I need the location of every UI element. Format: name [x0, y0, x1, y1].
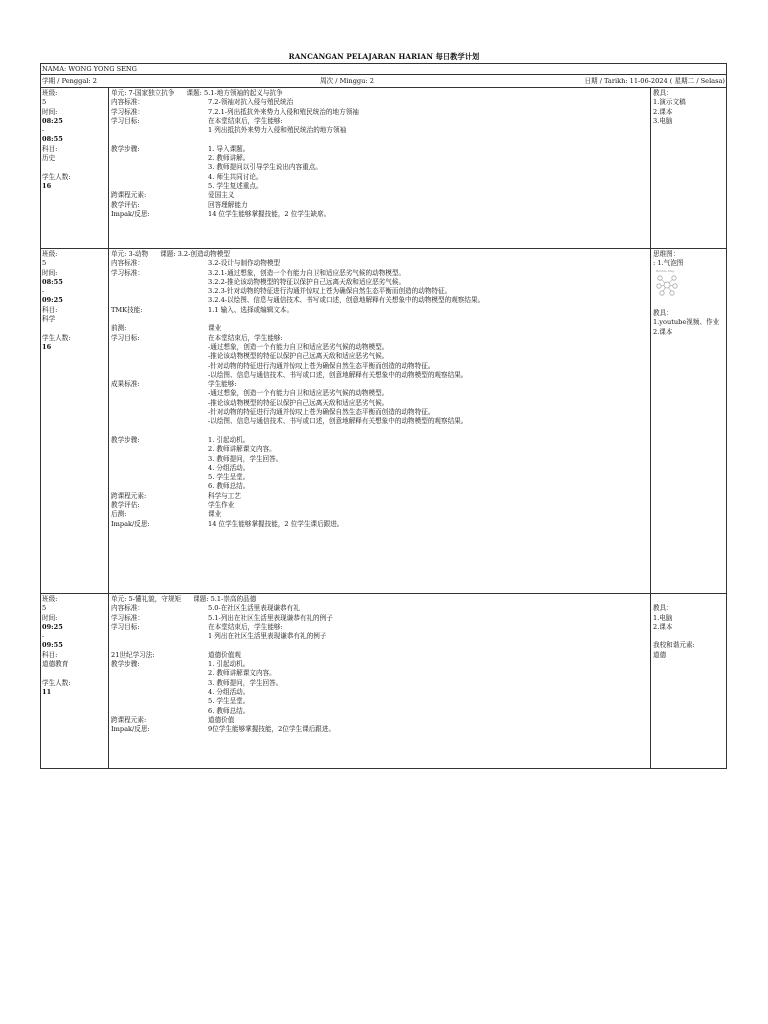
row-value: 4. 分组活动。 — [208, 463, 250, 472]
content-row — [110, 389, 649, 398]
resource-line: 1.youtube视频、作业 — [653, 318, 720, 327]
content-row — [110, 510, 649, 519]
resource-line: 思维图： — [653, 250, 680, 258]
row-value: 3.2.2-推论该动物模型的特征以保护自己远离天敌和适应恶劣气候。 — [208, 277, 406, 286]
row-value: 3.2.1-通过想象，创造一个有能力自卫和适应恶劣气候的动物模型。 — [208, 268, 406, 277]
row-label: Impak/反思: — [111, 209, 150, 218]
content-row — [110, 427, 649, 436]
content-row — [110, 651, 649, 660]
time-dash: - — [42, 287, 45, 296]
row-value: 2. 教师讲解课文内容。 — [208, 445, 276, 454]
class-value: 5 — [42, 604, 47, 613]
content-row — [110, 352, 649, 361]
row-value: 6. 教师总结。 — [208, 482, 250, 491]
content-row — [110, 371, 649, 380]
row-value: 学生能够: — [208, 380, 237, 389]
lessons-container — [41, 88, 726, 768]
teacher-name-row — [41, 64, 726, 75]
row-value: 1. 引起动机。 — [208, 660, 250, 669]
topic-title: 课题: 3.2-创造动物模型 — [160, 250, 230, 258]
student-count-label: 学生人数: — [42, 333, 71, 342]
content-row — [110, 679, 649, 688]
row-value: 课业 — [208, 324, 222, 333]
content-row — [110, 669, 649, 678]
student-count: 16 — [42, 342, 52, 351]
row-label: 内容标准： — [111, 259, 144, 268]
class-value: 5 — [42, 259, 47, 268]
row-value: -以绘图、信息与通信技术、书写或口述，创意地解释有关想象中的动物模型的观察结果。 — [208, 417, 468, 426]
row-value: 3. 教师提问，学生回答。 — [208, 454, 283, 463]
subject-label: 科目: — [42, 144, 58, 153]
row-value: 3. 教师提问，学生回答。 — [208, 678, 283, 687]
content-row — [110, 108, 649, 117]
time-start: 08:55 — [42, 277, 63, 286]
row-label: 跨课程元素: — [111, 491, 147, 500]
content-row — [110, 688, 649, 697]
content-row — [110, 436, 649, 445]
content-row — [110, 660, 649, 669]
class-value: 5 — [42, 98, 47, 107]
row-value: 3.2.4-以绘图、信息与通信技术、书写或口述，创意地解释有关想象中的动物模型的观察结果。 — [208, 296, 485, 305]
spacer — [42, 669, 108, 678]
row-label: Impak/反思: — [111, 519, 150, 528]
unit-title: 单元: 5-懂礼貌，守规矩 — [111, 595, 182, 603]
resource-line: : 1.气泡图 — [653, 259, 684, 268]
row-label: 21世纪学习法: — [111, 650, 155, 659]
row-label: 教学步骤: — [111, 435, 140, 444]
student-count: 11 — [42, 687, 52, 696]
bubble-map-caption: Bubble Map — [656, 268, 675, 273]
student-count-label: 学生人数: — [42, 678, 71, 687]
page-title: RANCANGAN PELAJARAN HARIAN 每日教学计划 — [288, 52, 480, 61]
subject-value: 科学 — [42, 315, 56, 324]
content-row — [110, 482, 649, 491]
resource-line: 2.课本 — [653, 107, 673, 116]
content-row — [110, 306, 649, 315]
time-label: 时间: — [42, 107, 58, 116]
lesson-row — [41, 594, 726, 768]
content-row — [110, 315, 649, 324]
unit-title: 单元: 3-动物 — [111, 250, 149, 258]
lesson-content — [110, 249, 649, 529]
row-label: Impak/反思: — [111, 725, 150, 734]
content-row — [110, 455, 649, 464]
lesson-content — [110, 594, 649, 734]
row-label: 学习目标: — [111, 333, 140, 342]
row-value: -通过想象，创造一个有能力自卫和适应恶劣气候的动物模型。 — [208, 389, 389, 398]
content-row — [110, 135, 649, 144]
content-row — [110, 201, 649, 210]
row-label: 学习目标: — [111, 622, 140, 631]
content-row — [110, 154, 649, 163]
row-label: 内容标准： — [111, 604, 144, 613]
row-value: 5. 学生呈堂。 — [208, 473, 250, 482]
content-row — [110, 269, 649, 278]
row-value: 道德价值观 — [208, 650, 241, 659]
row-label: 后测: — [111, 510, 127, 519]
class-label: 班级: — [42, 595, 58, 603]
row-value: 5.1-列出在社区生活里表现谦恭有礼的例子 — [208, 613, 333, 622]
lesson-resources — [650, 88, 726, 248]
row-value: 课业 — [208, 510, 222, 519]
content-row — [110, 614, 649, 623]
row-label: 教学评估: — [111, 501, 140, 510]
row-value: 14 位学生能够掌握技能，2 位学生缺席。 — [208, 209, 331, 218]
content-row — [110, 707, 649, 716]
row-value: 科学与工艺 — [208, 491, 241, 500]
lesson-row — [41, 249, 726, 594]
content-row — [110, 210, 649, 219]
lesson-meta — [41, 88, 109, 248]
row-value: -推论该动物模型的特征以保护自己远离天敌和适应恶劣气候。 — [208, 352, 389, 361]
row-value: 4. 师生共同讨论。 — [208, 172, 263, 181]
content-row — [110, 126, 649, 135]
time-dash: - — [42, 126, 45, 135]
lesson-meta — [41, 594, 109, 768]
content-row — [110, 362, 649, 371]
row-value: 学生作业 — [208, 501, 235, 510]
content-row — [110, 191, 649, 200]
term-info-row — [41, 75, 726, 88]
row-label: 教学步骤: — [111, 660, 140, 669]
row-label: 学习标准： — [111, 613, 144, 622]
content-row — [110, 173, 649, 182]
content-row — [110, 324, 649, 333]
row-label: 教学步骤: — [111, 144, 140, 153]
lesson-content — [110, 88, 649, 219]
row-value: 14 位学生能够掌握技能，2 位学生课后跟进。 — [208, 519, 344, 528]
time-start: 08:25 — [42, 116, 63, 125]
content-row — [110, 445, 649, 454]
content-row — [110, 98, 649, 107]
content-row — [110, 697, 649, 706]
row-value: 1. 导入课题。 — [208, 144, 250, 153]
row-value: 在本堂结束后，学生能够: — [208, 622, 283, 631]
row-value: 爱国主义 — [208, 191, 235, 200]
row-label: 跨课程元素: — [111, 191, 147, 200]
lesson-row — [41, 88, 726, 249]
content-row — [110, 501, 649, 510]
content-row — [110, 464, 649, 473]
resource-line: 我校和谐元素: — [653, 641, 695, 650]
subject-label: 科目: — [42, 305, 58, 314]
row-label: 前测: — [111, 324, 127, 333]
row-value: 3.2-设计与制作动物模型 — [208, 259, 281, 268]
content-row — [110, 278, 649, 287]
content-row — [110, 623, 649, 632]
row-label: TMK技能: — [111, 305, 143, 314]
content-row — [110, 417, 649, 426]
row-label: 成果标准: — [111, 380, 140, 389]
spacer — [42, 163, 108, 172]
spacer — [42, 324, 108, 333]
row-value: 5. 学生复述重点。 — [208, 181, 263, 190]
class-label: 班级: — [42, 250, 58, 258]
lesson-meta — [41, 249, 109, 593]
row-value: 道德价值 — [208, 715, 235, 724]
content-row — [110, 725, 649, 734]
content-row — [110, 117, 649, 126]
class-label: 班级: — [42, 89, 58, 97]
row-value: -通过想象，创造一个有能力自卫和适应恶劣气候的动物模型。 — [208, 342, 389, 351]
content-row — [110, 145, 649, 154]
row-label: 学习标准： — [111, 268, 144, 277]
row-value: 6. 教师总结。 — [208, 706, 250, 715]
row-label: 学习标准： — [111, 107, 144, 116]
lesson-plan-table — [40, 63, 727, 769]
date-label: 日期 / Tarikh: 11-06-2024 ( 星期二 / Selasa) — [584, 77, 725, 85]
content-row — [110, 520, 649, 529]
row-value: 1. 引起动机。 — [208, 435, 250, 444]
unit-line — [110, 595, 649, 604]
teacher-name: NAMA: WONG YONG SENG — [42, 65, 137, 73]
row-value: -以绘图、信息与通信技术、书写或口述，创意地解释有关想象中的动物模型的观察结果。 — [208, 370, 468, 379]
subject-value: 道德教育 — [42, 660, 69, 669]
content-row — [110, 716, 649, 725]
resource-line: 2.课本 — [653, 622, 673, 631]
week-label: 周次 / Minggu: 2 — [320, 77, 374, 85]
resource-line: 3.电脑 — [653, 116, 673, 125]
time-end: 08:55 — [42, 135, 63, 144]
topic-title: 课题: 5.1-崇高的品德 — [193, 595, 257, 603]
subject-label: 科目: — [42, 650, 58, 659]
row-value: 在本堂结束后，学生能够: — [208, 116, 283, 125]
unit-title: 单元: 7-国家独立抗争 — [111, 89, 175, 97]
resource-line: 道德 — [653, 650, 667, 659]
row-label: 学习目标: — [111, 116, 140, 125]
row-value: 9位学生能够掌握技能，2位学生课后跟进。 — [208, 725, 336, 734]
subject-value: 历史 — [42, 154, 56, 163]
content-row — [110, 163, 649, 172]
row-label: 教学评估: — [111, 200, 140, 209]
row-value: 2. 教师讲解。 — [208, 154, 250, 163]
resource-line — [653, 595, 726, 604]
unit-line — [110, 250, 649, 259]
resource-line: 教具： — [653, 604, 673, 613]
content-row — [110, 473, 649, 482]
content-row — [110, 259, 649, 268]
resource-line: 2.课本 — [653, 327, 673, 336]
row-label: 内容标准： — [111, 98, 144, 107]
row-value: 7.2.1-列出抵抗外来势力入侵和殖民统治的地方领袖 — [208, 107, 359, 116]
content-row — [110, 399, 649, 408]
row-value: 5.0-在社区生活里表现谦恭有礼 — [208, 604, 300, 613]
row-value: 2. 教师讲解课文内容。 — [208, 669, 276, 678]
row-value: 3. 教师提问以引导学生说出内容重点。 — [208, 163, 322, 172]
resource-line: 1.电脑 — [653, 613, 673, 622]
content-row — [110, 632, 649, 641]
resource-line: 教具： — [653, 89, 673, 97]
lesson-resources — [650, 594, 726, 768]
content-row — [110, 182, 649, 191]
row-value: 7.2-领袖对抗入侵与殖民统治 — [208, 98, 294, 107]
student-count-label: 学生人数: — [42, 172, 71, 181]
row-value: -针对动物的特征进行沟通并惊叹上苍为确保自然生态平衡而创造的动物特征。 — [208, 361, 435, 370]
term-label: 学期 / Penggal: 2 — [42, 77, 97, 85]
row-value: 1.1 输入、选择或编辑文本。 — [208, 305, 294, 314]
row-value: -针对动物的特征进行沟通并惊叹上苍为确保自然生态平衡而创造的动物特征。 — [208, 408, 435, 417]
row-value: 3.2.3-针对动物的特征进行沟通并惊叹上苍为确保自然生态平衡而创造的动物特征。 — [208, 287, 452, 296]
bubble-map-icon — [655, 273, 679, 297]
content-row — [110, 408, 649, 417]
resource-line: 教具： — [653, 309, 673, 318]
time-end: 09:25 — [42, 296, 63, 305]
row-label: 跨课程元素: — [111, 715, 147, 724]
row-value: 回答理解能力 — [208, 200, 248, 209]
content-row — [110, 604, 649, 613]
student-count: 16 — [42, 181, 52, 190]
time-end: 09:55 — [42, 641, 63, 650]
lesson-resources — [650, 249, 726, 593]
row-value: -推论该动物模型的特征以保护自己远离天敌和适应恶劣气候。 — [208, 398, 389, 407]
content-row — [110, 492, 649, 501]
time-start: 09:25 — [42, 622, 63, 631]
topic-title: 课题: 5.1-地方领袖的起义与抗争 — [186, 89, 283, 97]
resource-line — [653, 300, 726, 309]
resource-line: 1.演示文稿 — [653, 98, 686, 107]
content-row — [110, 641, 649, 650]
content-row — [110, 343, 649, 352]
row-value: 1 列出抵抗外来势力入侵和殖民统治的地方领袖 — [208, 126, 347, 135]
content-row — [110, 296, 649, 305]
time-dash: - — [42, 632, 45, 641]
time-label: 时间: — [42, 613, 58, 622]
unit-line — [110, 89, 649, 98]
row-value: 5. 学生呈堂。 — [208, 697, 250, 706]
row-value: 1 列出在社区生活里表现谦恭有礼的例子 — [208, 632, 327, 641]
row-value: 4. 分组活动。 — [208, 687, 250, 696]
content-row — [110, 334, 649, 343]
time-label: 时间: — [42, 268, 58, 277]
row-value: 在本堂结束后，学生能够: — [208, 333, 283, 342]
